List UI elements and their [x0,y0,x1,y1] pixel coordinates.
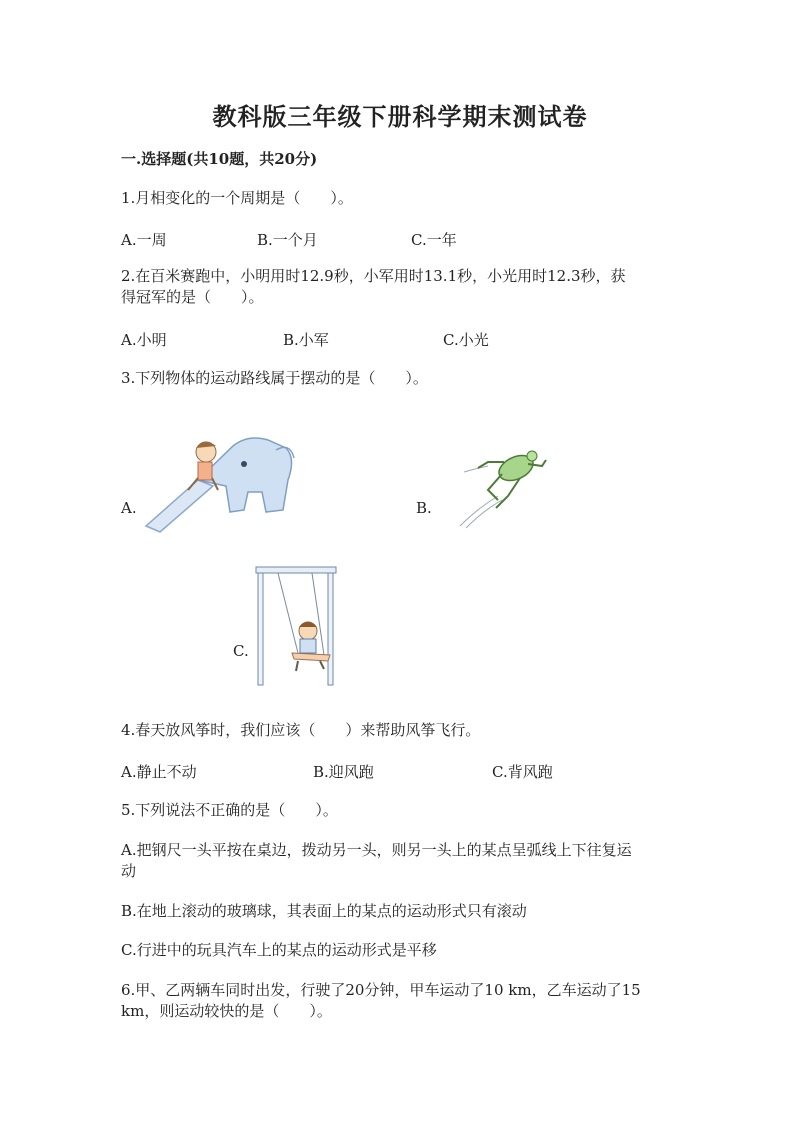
swing-illustration [252,563,340,689]
question-2-line-1: 2.在百米赛跑中，小明用时12.9秒，小军用时13.1秒，小光用时12.3秒，获 [121,267,626,285]
q3-option-c[interactable]: C. [233,642,249,660]
q2-option-c[interactable]: C.小光 [443,331,489,349]
page-title: 教科版三年级下册科学期末测试卷 [212,102,588,131]
q5-option-a-line-1[interactable]: A.把钢尺一头平按在桌边，拨动另一头，则另一头上的某点呈弧线上下往复运 [121,841,632,859]
question-6-line-1: 6.甲、乙两辆车同时出发，行驶了20分钟，甲车运动了10 km，乙车运动了15 [121,981,641,999]
question-3: 3.下列物体的运动路线属于摆动的是（ ）。 [121,369,428,387]
q3-option-b[interactable]: B. [416,499,432,517]
q4-option-b[interactable]: B.迎风跑 [313,763,374,781]
frog-jumping-illustration [458,438,550,530]
q3-option-a[interactable]: A. [121,499,137,517]
question-5: 5.下列说法不正确的是（ ）。 [121,801,338,819]
q1-option-b[interactable]: B.一个月 [257,231,318,249]
section-heading: 一.选择题(共10题，共20分) [121,150,318,168]
q2-option-b[interactable]: B.小军 [283,331,329,349]
q5-option-a-line-2[interactable]: 动 [121,862,137,880]
q5-option-c[interactable]: C.行进中的玩具汽车上的某点的运动形式是平移 [121,941,437,959]
question-2-line-2: 得冠军的是（ ）。 [121,288,264,306]
question-1: 1.月相变化的一个周期是（ ）。 [121,189,353,207]
q4-option-c[interactable]: C.背风跑 [492,763,553,781]
q4-option-a[interactable]: A.静止不动 [121,763,197,781]
q1-option-c[interactable]: C.一年 [411,231,457,249]
q1-option-a[interactable]: A.一周 [121,231,167,249]
q5-option-b[interactable]: B.在地上滚动的玻璃球，其表面上的某点的运动形式只有滚动 [121,902,527,920]
slide-illustration [138,428,298,536]
q2-option-a[interactable]: A.小明 [121,331,167,349]
question-6-line-2: km，则运动较快的是（ ）。 [121,1002,332,1020]
question-4: 4.春天放风筝时，我们应该（ ）来帮助风筝飞行。 [121,721,481,739]
